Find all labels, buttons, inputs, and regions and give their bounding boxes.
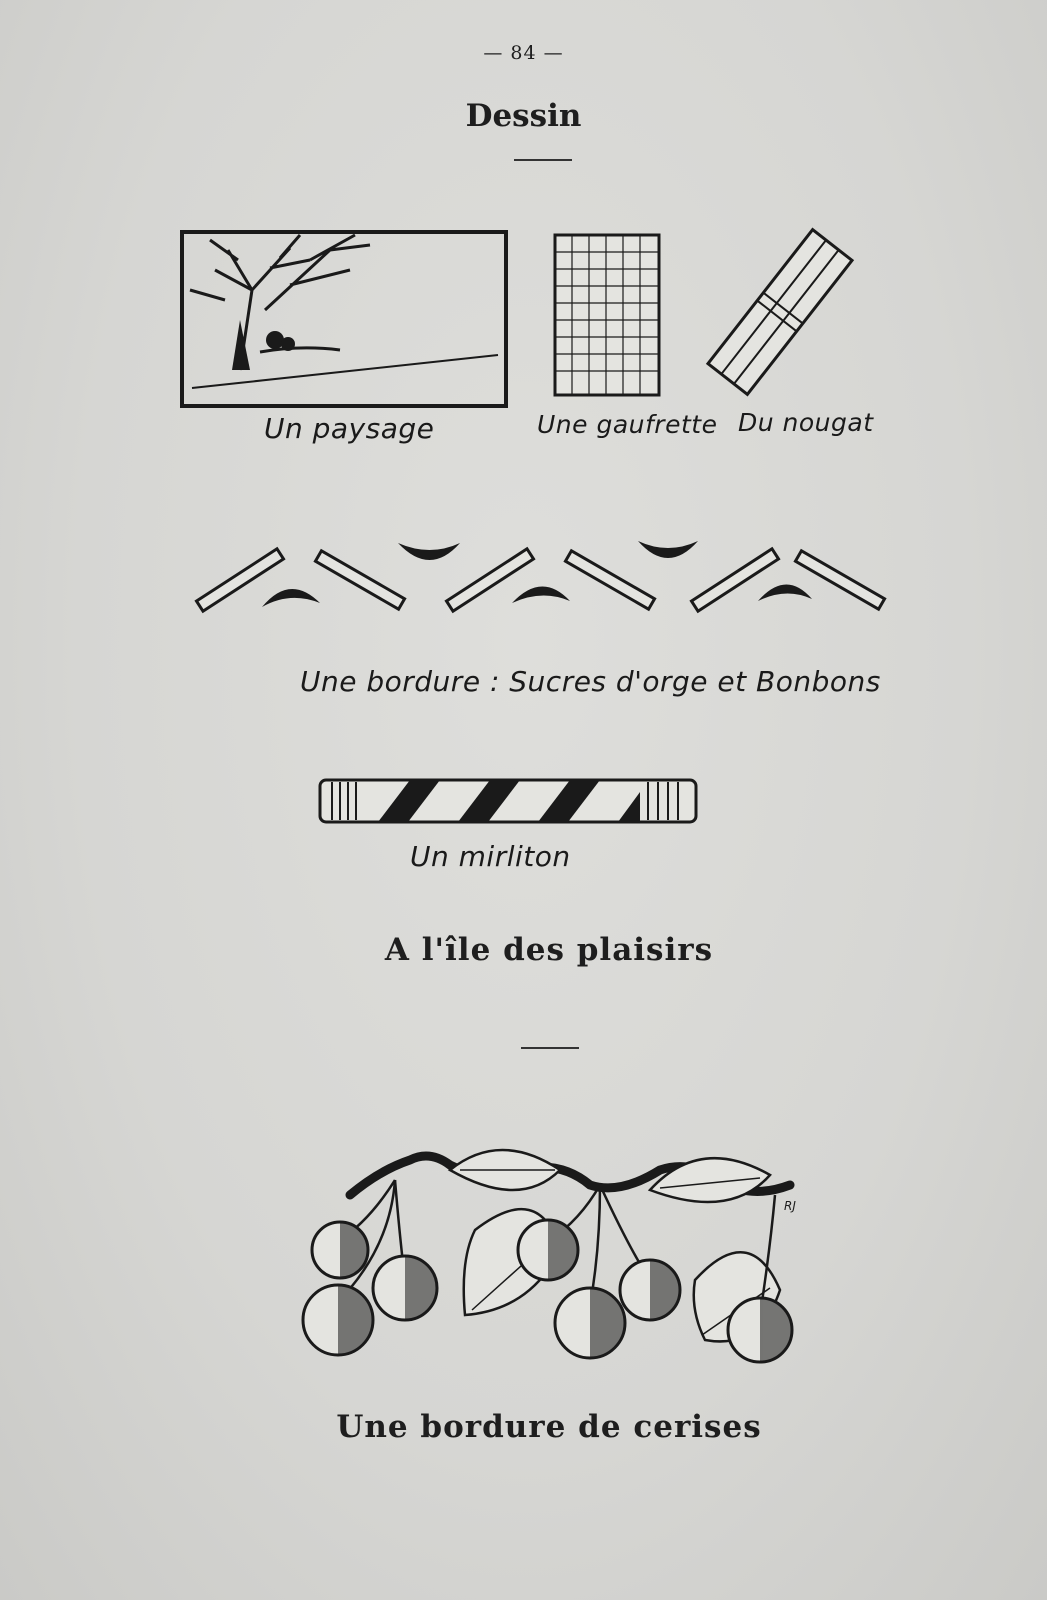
label-mirliton: Un mirliton	[410, 840, 571, 873]
label-bordure: Une bordure : Sucres d'orge et Bonbons	[300, 665, 881, 698]
landscape-drawing	[180, 230, 510, 410]
label-gaufrette: Une gaufrette	[537, 410, 718, 439]
cherries-caption: Une bordure de cerises	[336, 1409, 762, 1445]
page-title: Dessin	[465, 98, 582, 134]
page-number: — 84 —	[483, 42, 564, 64]
label-nougat: Du nougat	[738, 408, 874, 437]
mirliton-drawing	[318, 778, 698, 826]
title-rule	[514, 159, 572, 161]
section-title: A l'île des plaisirs	[384, 932, 714, 968]
candy-border-drawing	[190, 535, 900, 625]
section-rule	[521, 1047, 579, 1049]
label-paysage: Un paysage	[264, 412, 435, 445]
wafer-drawing	[553, 233, 663, 399]
cherries-drawing	[300, 1140, 820, 1390]
nougat-drawing	[705, 230, 855, 400]
cherries-signature: RJ	[784, 1199, 796, 1213]
bonbon-mark	[262, 589, 320, 607]
